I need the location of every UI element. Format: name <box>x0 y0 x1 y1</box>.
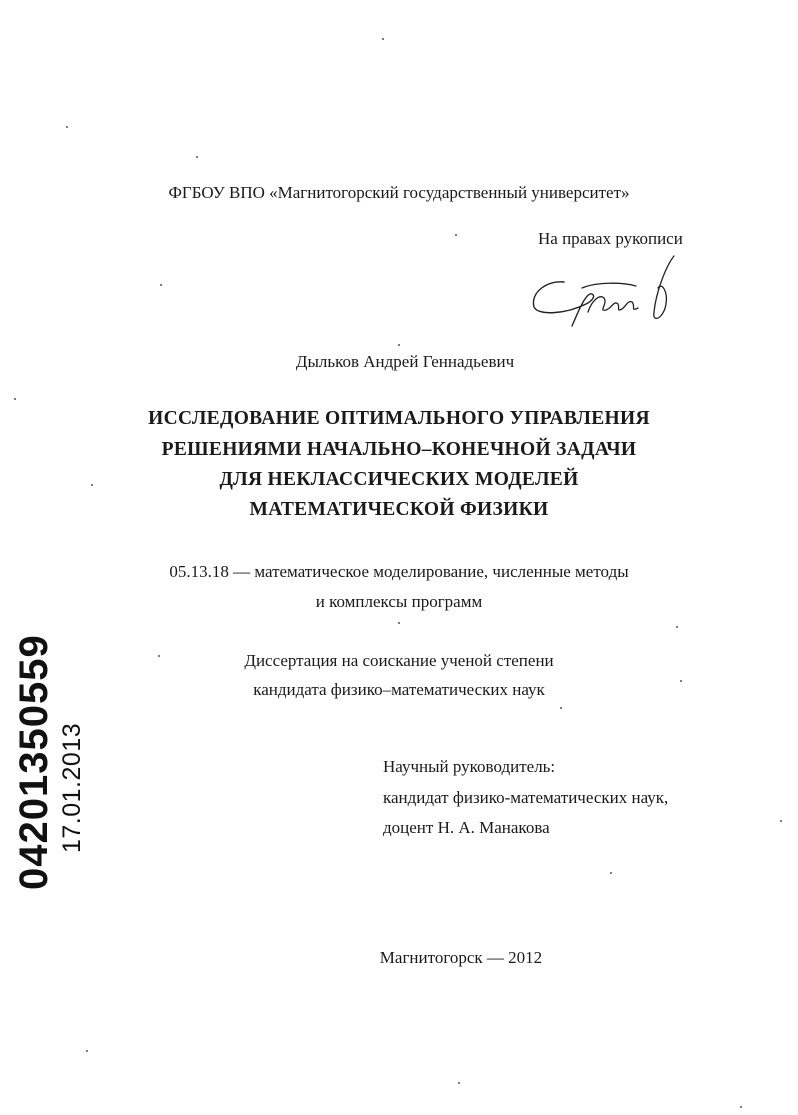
scan-speck <box>398 344 400 346</box>
scan-speck <box>398 622 400 624</box>
degree-line: кандидата физико–математических наук <box>253 680 545 699</box>
scan-speck <box>458 1082 460 1084</box>
library-stamp-date: 17.01.2013 <box>58 722 86 853</box>
specialty-line: и комплексы программ <box>315 592 483 611</box>
manuscript-note: На правах рукописи <box>538 229 683 248</box>
scan-speck <box>680 680 682 682</box>
degree-line: Диссертация на соискание ученой степени <box>244 651 554 670</box>
scan-speck <box>740 1106 742 1108</box>
supervisor-label: Научный руководитель: <box>383 757 556 776</box>
scan-speck <box>66 126 68 128</box>
supervisor-degree: кандидат физико-математических наук, <box>383 788 669 807</box>
scan-speck <box>196 156 198 158</box>
title-line: ИССЛЕДОВАНИЕ ОПТИМАЛЬНОГО УПРАВЛЕНИЯ <box>148 408 650 429</box>
scan-speck <box>14 398 16 400</box>
library-stamp-number: 04201350559 <box>12 634 56 890</box>
scan-speck <box>676 626 678 628</box>
author-name: Дыльков Андрей Геннадьевич <box>295 352 515 371</box>
organization-name: ФГБОУ ВПО «Магнитогорский государственный университет» <box>168 183 630 202</box>
specialty-line: 05.13.18 — математическое моделирование, численные методы <box>169 562 629 581</box>
city-year: Магнитогорск — 2012 <box>379 948 543 967</box>
scan-speck <box>560 707 562 709</box>
scan-speck <box>455 234 457 236</box>
signature-icon <box>526 252 676 332</box>
title-line: МАТЕМАТИЧЕСКОЙ ФИЗИКИ <box>249 499 549 520</box>
supervisor-name: доцент Н. А. Манакова <box>383 818 550 837</box>
scan-speck <box>160 284 162 286</box>
scan-speck <box>780 820 782 822</box>
scan-speck <box>91 484 93 486</box>
scan-speck <box>610 872 612 874</box>
scan-speck <box>382 38 384 40</box>
scan-speck <box>158 655 160 657</box>
title-line: ДЛЯ НЕКЛАССИЧЕСКИХ МОДЕЛЕЙ <box>219 469 579 490</box>
title-line: РЕШЕНИЯМИ НАЧАЛЬНО–КОНЕЧНОЙ ЗАДАЧИ <box>161 439 637 460</box>
scan-speck <box>86 1050 88 1052</box>
